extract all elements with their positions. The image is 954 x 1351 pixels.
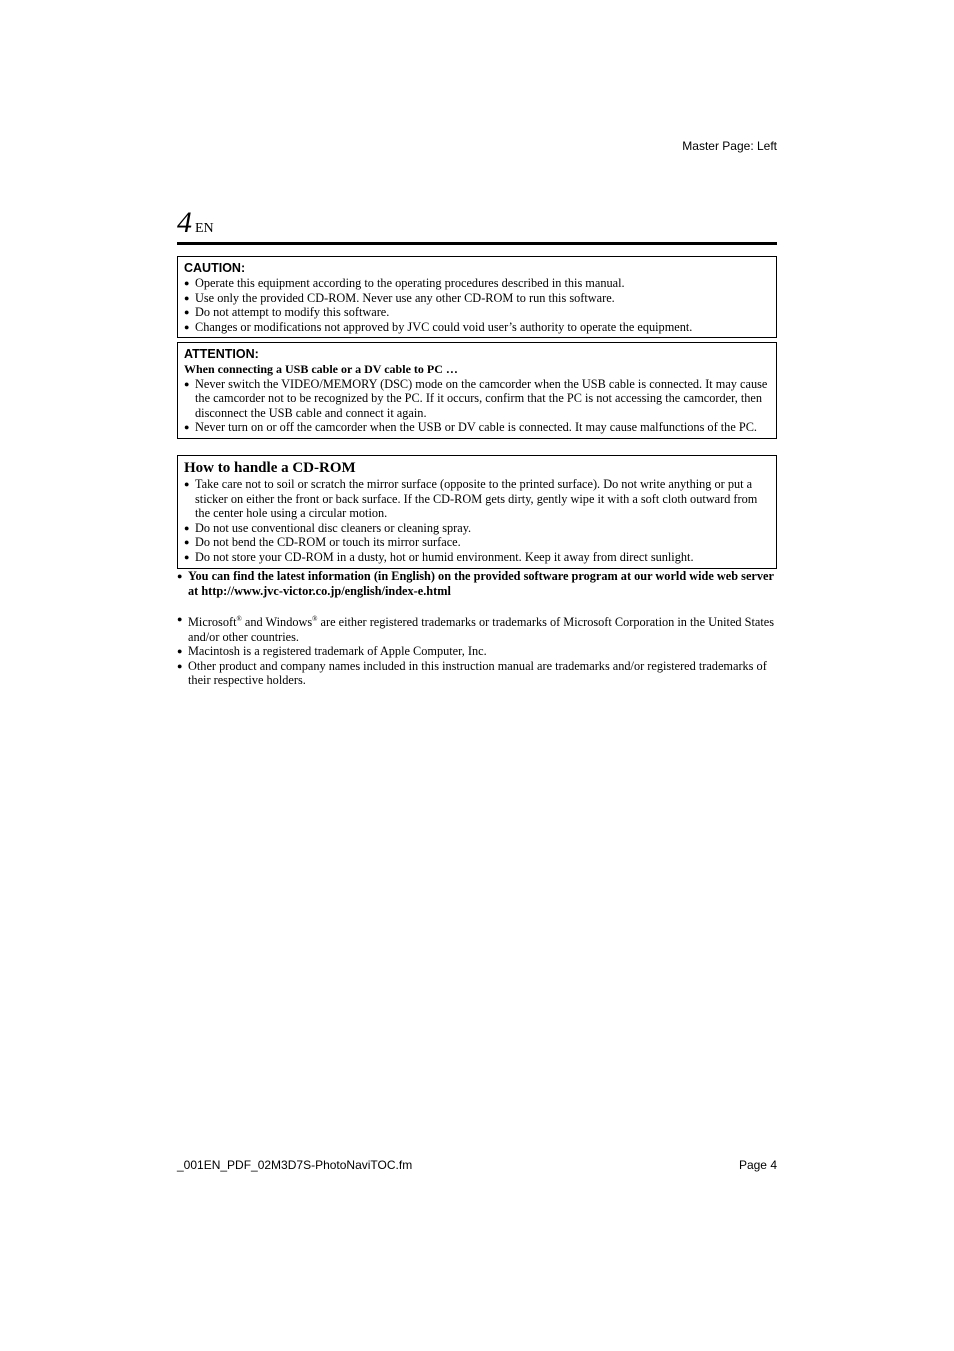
caution-box (177, 256, 777, 338)
attention-title: ATTENTION: (184, 347, 259, 361)
attention-subtitle: When connecting a USB cable or a DV cable to PC … (184, 362, 458, 376)
list-item: ● Other product and company names included in this instruction manual are trademarks and/or registered trademarks of their respective holders. (177, 659, 777, 688)
registered-mark: ® (312, 615, 318, 623)
info-note-text: ● You can find the latest information (in English) on the provided software program at our world wide web server at http://www.jvc-victor.co.jp/english/index-e.html (177, 569, 777, 598)
list-item: ● Never turn on or off the camcorder when the USB or DV cable is connected. It may cause malfunctions of the PC. (184, 420, 770, 435)
list-item: ● Do not store your CD-ROM in a dusty, hot or humid environment. Keep it away from direct sunlight. (184, 550, 770, 565)
list-item: ● Do not attempt to modify this software. (184, 305, 770, 320)
cdrom-title: How to handle a CD-ROM (184, 460, 356, 476)
list-item: ● Operate this equipment according to the operating procedures described in this manual. (184, 276, 770, 291)
caution-title: CAUTION: (184, 261, 246, 275)
page-language: EN (195, 221, 214, 236)
trademark-text: are either registered trademarks or trademarks of Microsoft Corporation in the United States and/or other countries. (188, 615, 775, 644)
info-note (177, 569, 777, 598)
cdrom-box (177, 455, 777, 569)
trademark-notes (177, 612, 777, 688)
master-page-label: Master Page: Left (682, 139, 777, 153)
list-item (177, 612, 777, 644)
page-header (177, 208, 777, 245)
trademark-text: and Windows (241, 615, 313, 630)
list-item: ● Take care not to soil or scratch the mirror surface (opposite to the printed surface). Do not write anything or put a sticker on either the front or back surface. If the CD-ROM gets dirty, gently wipe it with a soft cloth outward from the center hole using a circular motion. (184, 477, 770, 521)
list-item: ● Changes or modifications not approved by JVC could void user’s authority to operate the equipment. (184, 320, 770, 335)
registered-mark: ® (236, 615, 242, 623)
attention-list (184, 377, 770, 435)
list-item: ● Use only the provided CD-ROM. Never use any other CD-ROM to run this software. (184, 291, 770, 306)
trademark-text: Microsoft (188, 615, 237, 630)
list-item: ● Do not use conventional disc cleaners or cleaning spray. (184, 521, 770, 536)
list-item: ● Macintosh is a registered trademark of Apple Computer, Inc. (177, 644, 777, 659)
attention-box (177, 342, 777, 439)
list-item: ● Never switch the VIDEO/MEMORY (DSC) mode on the camcorder when the USB cable is connected. It may cause the camcorder not to be recognized by the PC. If it occurs, confirm that the PC is not accessing the camcorder, then disconnect the USB cable and connect it again. (184, 377, 770, 421)
cdrom-list (184, 477, 770, 565)
list-item: ● Do not bend the CD-ROM or touch its mirror surface. (184, 535, 770, 550)
caution-list (184, 276, 770, 334)
page-number: 4 (177, 206, 192, 239)
footer-filename: _001EN_PDF_02M3D7S-PhotoNaviTOC.fm (177, 1158, 413, 1172)
footer-page-label: Page 4 (738, 1158, 777, 1172)
